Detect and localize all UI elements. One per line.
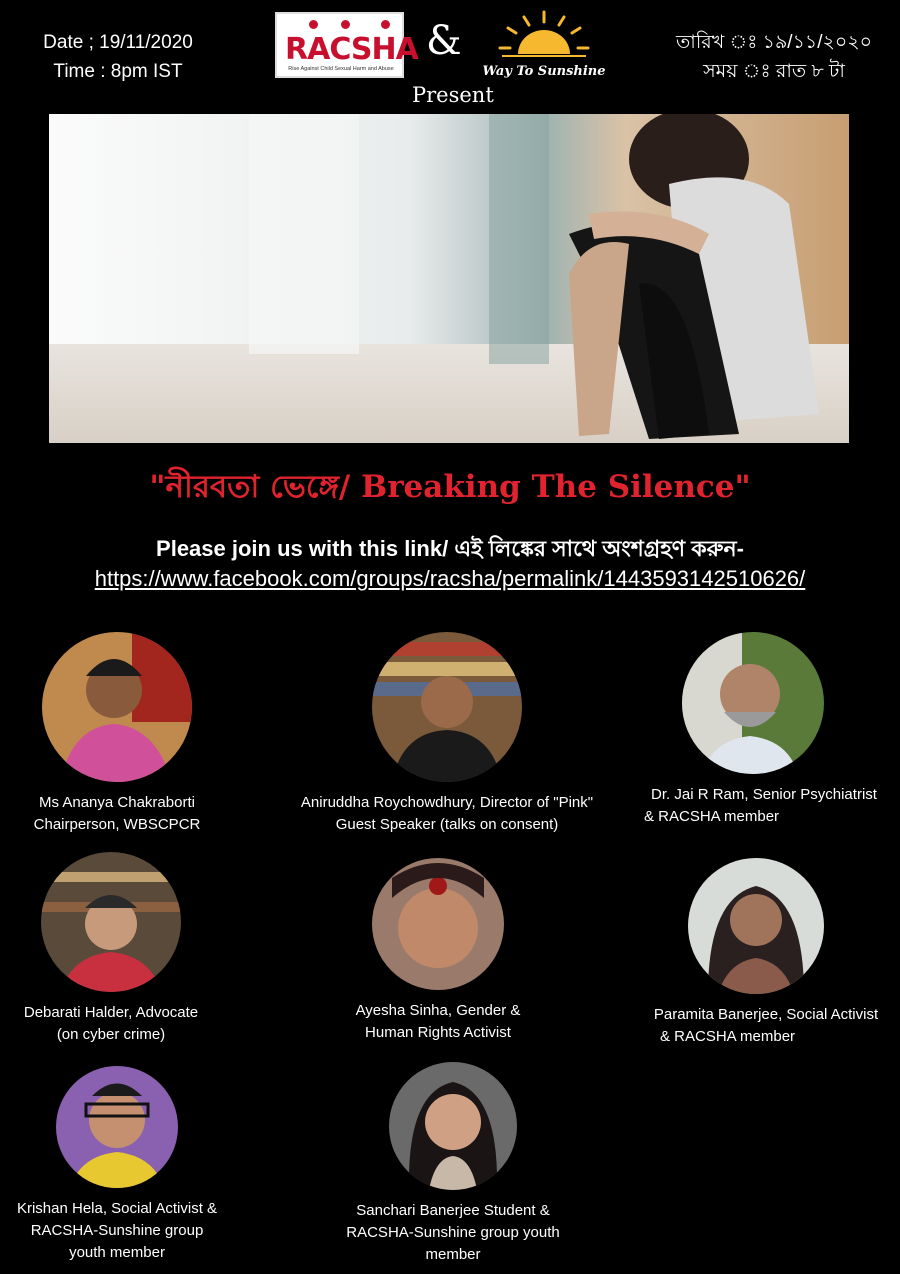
speaker-photo (688, 858, 824, 994)
present-label: Present (412, 83, 494, 107)
date-time-bengali (674, 28, 874, 86)
time-english: Time : 8pm IST (53, 61, 183, 82)
racsha-tagline: Rise Against Child Sexual Harm and Abuse (288, 66, 394, 72)
way-to-sunshine-logo (480, 8, 608, 86)
speaker-card (0, 1066, 267, 1264)
date-bengali: তারিখ ঃ ১৯/১১/২০২০ (676, 32, 872, 53)
event-title: "নীরবতা ভেঙ্গে/ Breaking The Silence" (149, 469, 751, 505)
date-time-english (33, 28, 203, 86)
sun-icon (480, 8, 608, 64)
speaker-caption: Dr. Jai R Ram, Senior Psychiatrist & RACSHA member (644, 786, 877, 825)
join-instruction: Please join us with this link/ এই লিঙ্কের সাথে অংশগ্রহণ করুন- (156, 536, 744, 561)
speaker-caption: Sanchari Banerjee Student & RACSHA-Sunshine group youth member (346, 1202, 560, 1263)
speaker-photo (389, 1062, 517, 1190)
speaker-photo (682, 632, 824, 774)
speaker-caption: Debarati Halder, Advocate (on cyber crime) (23, 1004, 199, 1043)
hero-image (49, 114, 849, 443)
speaker-photo (56, 1066, 178, 1188)
speaker-card (0, 852, 261, 1046)
speaker-card (297, 632, 597, 836)
time-bengali: সময় ঃ রাত ৮ টা (703, 61, 845, 82)
speaker-caption: Krishan Hela, Social Activist & RACSHA-Sunshine group youth member (16, 1200, 218, 1261)
speaker-caption: Ayesha Sinha, Gender & Human Rights Activist (355, 1002, 521, 1041)
speaker-card (0, 632, 267, 836)
figure-icon (341, 20, 350, 29)
racsha-wordmark: RACSHA (285, 32, 418, 67)
date-english: Date ; 19/11/2020 (43, 32, 193, 53)
speaker-photo (372, 632, 522, 782)
speaker-photo (372, 858, 504, 990)
speaker-photo (42, 632, 192, 782)
speaker-caption: Ms Ananya Chakraborti Chairperson, WBSCPCR (33, 794, 201, 833)
racsha-logo (275, 12, 418, 78)
speaker-caption: Aniruddha Roychowdhury, Director of "Pink" Guest Speaker (talks on consent) (300, 794, 594, 833)
speaker-card (626, 858, 900, 1048)
speaker-card (614, 632, 900, 828)
figure-icon (309, 20, 318, 29)
sunshine-label: Way To Sunshine (482, 64, 606, 79)
figure-icon (381, 20, 390, 29)
facebook-group-link[interactable]: https://www.facebook.com/groups/racsha/permalink/1443593142510626/ (94, 566, 806, 591)
speaker-card (303, 1062, 603, 1266)
speaker-photo (41, 852, 181, 992)
speaker-card (288, 858, 588, 1044)
ampersand: & (426, 18, 462, 64)
speaker-caption: Paramita Banerjee, Social Activist & RACSHA member (653, 1006, 879, 1045)
